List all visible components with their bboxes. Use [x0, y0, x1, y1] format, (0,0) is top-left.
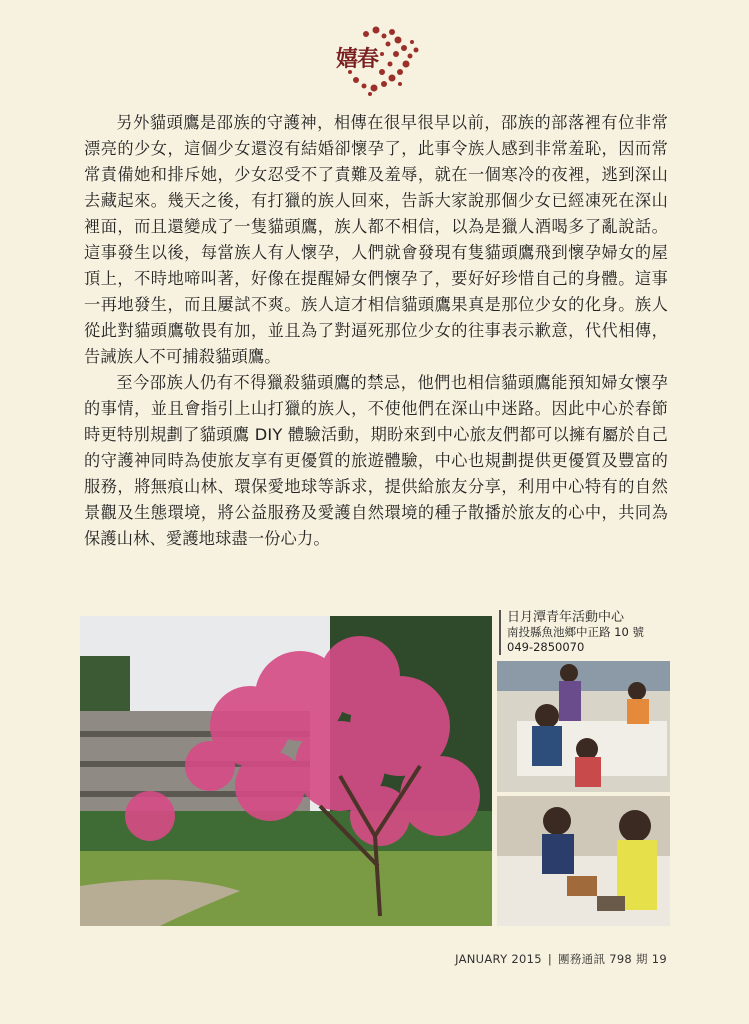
issue-page: 團務通訊 798 期 19 [558, 952, 667, 966]
cherry-blossom-photo [80, 616, 492, 926]
diy-activity-photo-2 [497, 796, 670, 926]
paragraph: 另外貓頭鷹是邵族的守護神，相傳在很早很早以前，邵族的部落裡有位非常漂亮的少女，這個少女還沒有結婚卻懷孕了，此事令族人感到非常羞恥，因而常常責備她和排斥她，少女忍受不了責難及羞辱，就在一個寒冷的夜裡，逃到深山去藏起來。幾天之後，有打獵的族人回來，告訴大家說那個少女已經凍死在深山裡面，而且還變成了一隻貓頭鷹，族人都不相信，以為是獵人酒喝多了亂說話。這事發生以後，每當族人有人懷孕，人們就會發現有隻貓頭鷹飛到懷孕婦女的屋頂上，不時地啼叫著，好像在提醒婦女們懷孕了，要好好珍惜自己的身體。這事一再地發生，而且屢試不爽。族人這才相信貓頭鷹果真是那位少女的化身。族人從此對貓頭鷹敬畏有加，並且為了對逼死那位少女的往事表示歉意，代代相傳，告誡族人不可捕殺貓頭鷹。 [84, 113, 668, 366]
issue-date: JANUARY 2015 [455, 952, 542, 966]
venue-phone: 049-2850070 [507, 640, 585, 654]
photo-caption [499, 610, 677, 655]
page-footer [455, 951, 667, 967]
footer-separator: | [547, 952, 553, 966]
diy-activity-photo-1 [497, 661, 670, 792]
paragraph: 至今邵族人仍有不得獵殺貓頭鷹的禁忌，他們也相信貓頭鷹能預知婦女懷孕的事情，並且會指引上山打獵的族人，不使他們在深山中迷路。因此中心於春節時更特別規劃了貓頭鷹 DIY 體驗活動，期盼來到中心旅友們都可以擁有屬於自己的守護神同時為使旅友享有更優質的旅遊體驗，中心也規劃提供更優質及豐富的服務，將無痕山林、環保愛地球等訴求，提供給旅友分享，利用中心特有的自然景觀及生態環境，將公益服務及愛護自然環境的種子散播於旅友的心中，共同為保護山林、愛護地球盡一份心力。 [84, 373, 668, 548]
logo-text: 嬉春 [336, 46, 379, 72]
article-body [84, 110, 668, 552]
venue-address: 南投縣魚池鄉中正路 10 號 [507, 625, 644, 639]
venue-name: 日月潭青年活動中心 [507, 610, 625, 625]
